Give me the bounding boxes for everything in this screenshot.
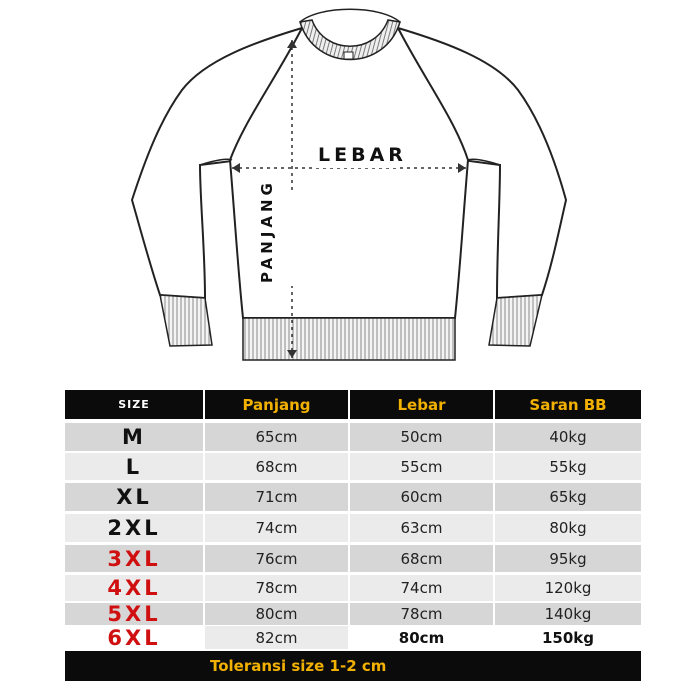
lebar-cell: 68cm: [350, 545, 495, 572]
lebar-cell: 80cm: [350, 626, 495, 649]
table-row: [65, 483, 641, 511]
table-row: [65, 453, 641, 480]
table-row: [65, 575, 641, 601]
lebar-cell: 74cm: [350, 575, 495, 601]
bb-cell: 150kg: [541, 628, 595, 647]
table-row: [65, 545, 641, 572]
left-cuff: [160, 295, 212, 346]
header-saran-bb: Saran BB: [495, 390, 641, 419]
header-size: SIZE: [65, 390, 205, 419]
header-panjang: Panjang: [205, 390, 350, 419]
lebar-cell: 50cm: [350, 423, 495, 451]
bb-cell: 40kg: [549, 428, 587, 446]
right-cuff: [489, 295, 542, 346]
lebar-cell: 78cm: [350, 603, 495, 625]
size-cell: L: [65, 453, 205, 480]
lebar-cell: 55cm: [350, 453, 495, 480]
panjang-cell: 71cm: [205, 483, 350, 511]
bb-cell: 120kg: [544, 579, 592, 597]
panjang-label: PANJANG: [258, 179, 276, 283]
size-cell: 3XL: [65, 545, 205, 572]
panjang-cell: 74cm: [205, 514, 350, 542]
table-row: [65, 603, 641, 625]
table-row: [65, 626, 641, 649]
size-cell: XL: [65, 483, 205, 511]
tolerance-footer: Toleransi size 1-2 cm: [65, 651, 641, 681]
bb-cell: 95kg: [549, 549, 587, 568]
bb-cell: 55kg: [549, 457, 587, 476]
bb-cell: 65kg: [549, 488, 587, 506]
size-cell: 2XL: [65, 514, 205, 542]
panjang-cell: 80cm: [205, 603, 350, 625]
lebar-cell: 60cm: [350, 483, 495, 511]
panjang-cell: 65cm: [205, 423, 350, 451]
lebar-label: LEBAR: [318, 144, 407, 166]
bb-cell: 140kg: [544, 605, 592, 623]
header-lebar: Lebar: [350, 390, 495, 419]
lebar-cell: 63cm: [350, 514, 495, 542]
table-header-row: [65, 390, 641, 419]
table-row: [65, 423, 641, 451]
waistband: [243, 318, 455, 360]
bb-cell: 80kg: [549, 519, 587, 537]
size-cell: 5XL: [65, 603, 205, 625]
table-row: [65, 514, 641, 542]
panjang-cell: 68cm: [205, 453, 350, 480]
panjang-cell: 82cm: [205, 626, 350, 649]
panjang-cell: 76cm: [205, 545, 350, 572]
size-cell: 6XL: [65, 626, 205, 649]
size-cell: M: [65, 423, 205, 451]
size-cell: 4XL: [65, 575, 205, 601]
panjang-cell: 78cm: [205, 575, 350, 601]
